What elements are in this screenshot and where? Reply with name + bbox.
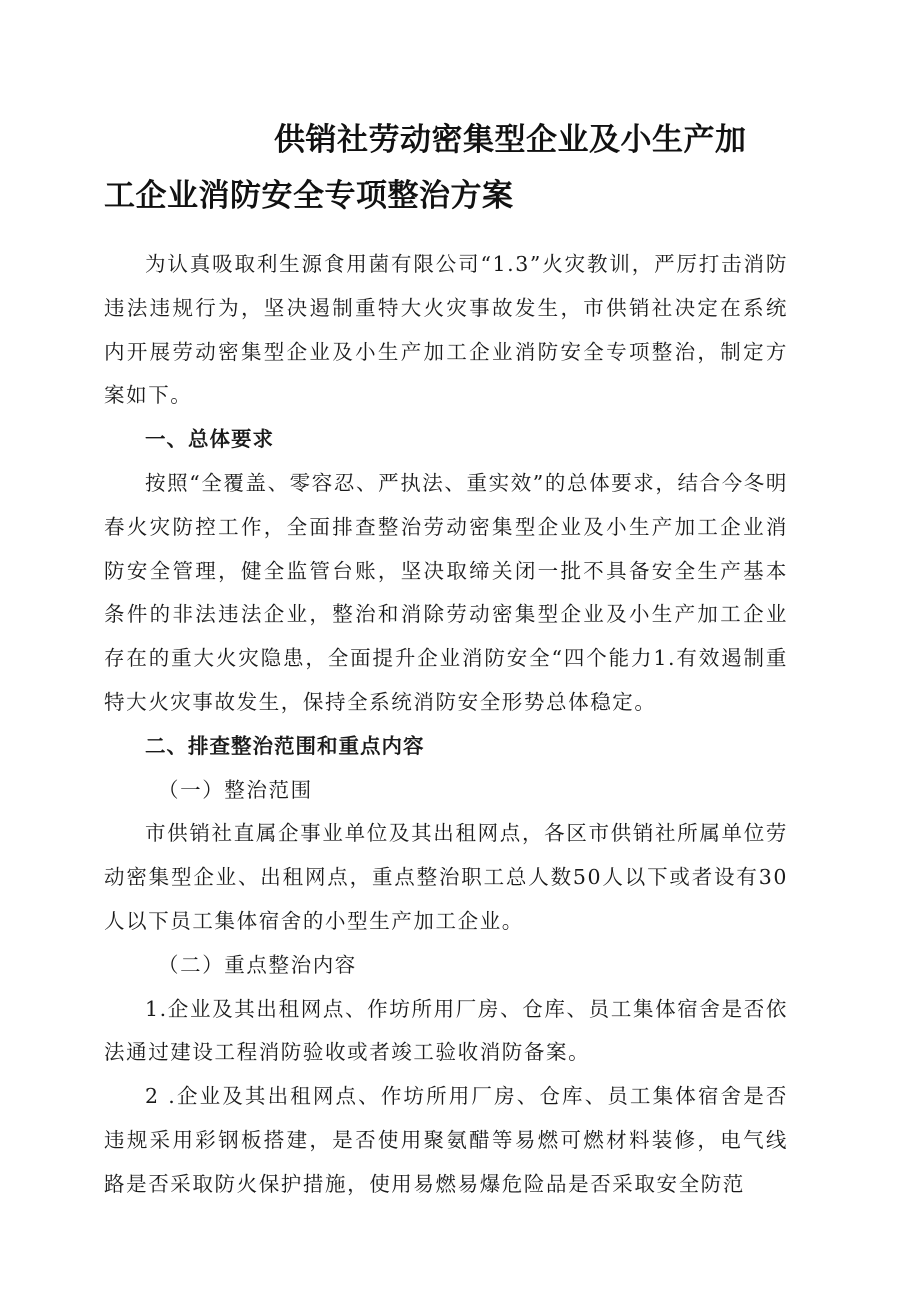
title-line-2: 工企业消防安全专项整治方案 <box>104 178 514 214</box>
title-line-1: 供销社劳动密集型企业及小生产加 <box>274 122 747 158</box>
subsection-1-paragraph: 市供销社直属企事业单位及其出租网点，各区市供销社所属单位劳动密集型企业、出租网点，重点整治职工总人数50人以下或者设有30人以下员工集体宿舍的小型生产加工企业。 <box>104 821 788 933</box>
subsection-1-heading: （一）整治范围 <box>158 777 313 802</box>
document-title <box>104 112 804 224</box>
intro-paragraph: 为认真吸取利生源食用菌有限公司“1.3”火灾教训，严厉打击消防违法违规行为，坚决遏制重特大火灾事故发生，市供销社决定在系统内开展劳动密集型企业及小生产加工企业消防安全专项整治，制定方案如下。 <box>104 252 788 408</box>
section-1-paragraph: 按照“全覆盖、零容忍、严执法、重实效”的总体要求，结合今冬明春火灾防控工作，全面排查整治劳动密集型企业及小生产加工企业消防安全管理，健全监管台账，坚决取缔关闭一批不具备安全生产基本条件的非法违法企业，整治和消除劳动密集型企业及小生产加工企业存在的重大火灾隐患，全面提升企业消防安全“四个能力1.有效遏制重特大火灾事故发生，保持全系统消防安全形势总体稳定。 <box>104 470 788 714</box>
list-item-1: 1.企业及其出租网点、作坊所用厂房、仓库、员工集体宿舍是否依法通过建设工程消防验收或者竣工验收消防备案。 <box>104 996 788 1065</box>
document-body <box>104 243 788 1207</box>
section-2-heading: 二、排查整治范围和重点内容 <box>145 733 425 758</box>
list-item-2: 2 .企业及其出租网点、作坊所用厂房、仓库、员工集体宿舍是否违规采用彩钢板搭建，是否使用聚氨醋等易燃可燃材料装修，电气线路是否采取防火保护措施，使用易燃易爆危险品是否采取安全防范 <box>104 1084 788 1196</box>
section-1-heading: 一、总体要求 <box>145 427 274 452</box>
subsection-2-heading: （二）重点整治内容 <box>158 952 357 977</box>
